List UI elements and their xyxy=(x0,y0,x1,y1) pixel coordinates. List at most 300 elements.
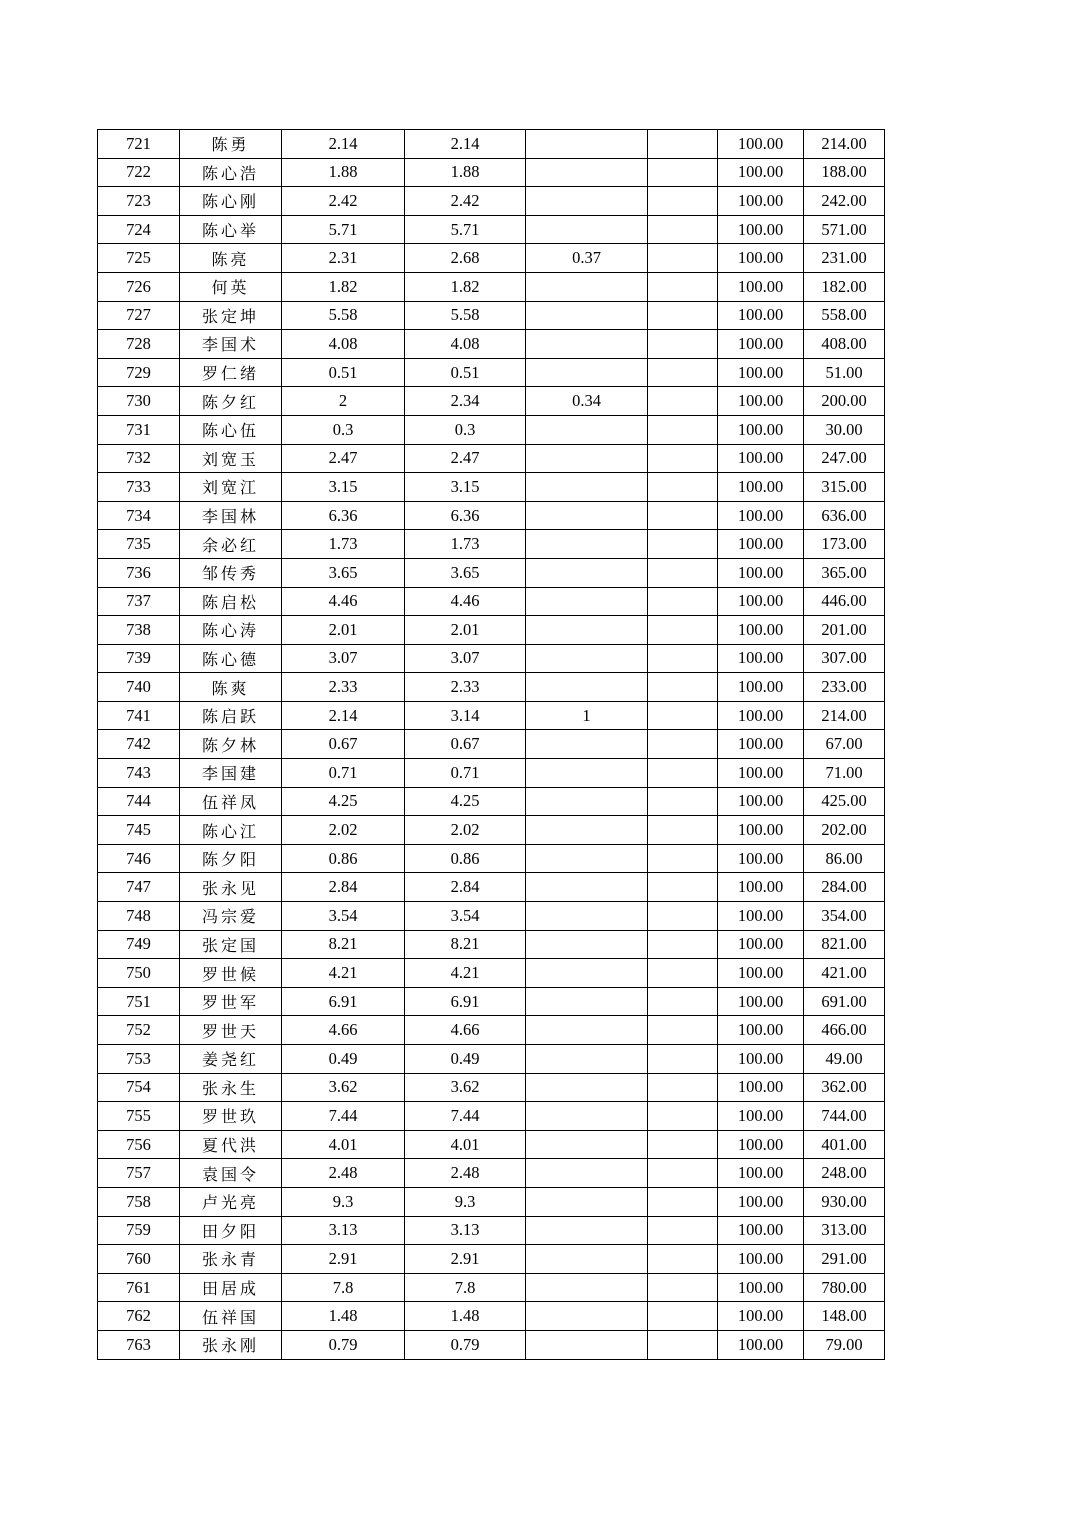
cell-area-b: 2.84 xyxy=(405,873,526,902)
cell-amount: 49.00 xyxy=(804,1045,885,1074)
cell-rate: 100.00 xyxy=(718,130,804,159)
cell-diff xyxy=(526,501,648,530)
table-row xyxy=(98,959,885,988)
cell-amount: 284.00 xyxy=(804,873,885,902)
cell-area-b: 0.86 xyxy=(405,844,526,873)
cell-no: 726 xyxy=(98,272,180,301)
cell-rate: 100.00 xyxy=(718,616,804,645)
cell-area-a: 4.21 xyxy=(282,959,405,988)
cell-rate: 100.00 xyxy=(718,902,804,931)
cell-area-a: 5.58 xyxy=(282,301,405,330)
cell-area-a: 2 xyxy=(282,387,405,416)
table-row xyxy=(98,558,885,587)
cell-blank xyxy=(648,1045,718,1074)
cell-no: 736 xyxy=(98,558,180,587)
cell-amount: 182.00 xyxy=(804,272,885,301)
cell-amount: 744.00 xyxy=(804,1102,885,1131)
cell-amount: 691.00 xyxy=(804,987,885,1016)
cell-name: 田夕阳 xyxy=(180,1216,282,1245)
cell-blank xyxy=(648,415,718,444)
cell-no: 743 xyxy=(98,759,180,788)
cell-diff xyxy=(526,415,648,444)
cell-diff: 0.34 xyxy=(526,387,648,416)
cell-amount: 401.00 xyxy=(804,1130,885,1159)
cell-no: 755 xyxy=(98,1102,180,1131)
cell-blank xyxy=(648,1302,718,1331)
cell-diff xyxy=(526,215,648,244)
cell-rate: 100.00 xyxy=(718,215,804,244)
cell-name: 李国林 xyxy=(180,501,282,530)
cell-rate: 100.00 xyxy=(718,1130,804,1159)
cell-diff xyxy=(526,587,648,616)
cell-rate: 100.00 xyxy=(718,1330,804,1359)
cell-rate: 100.00 xyxy=(718,644,804,673)
cell-no: 751 xyxy=(98,987,180,1016)
cell-area-a: 3.07 xyxy=(282,644,405,673)
cell-name: 陈心浩 xyxy=(180,158,282,187)
cell-diff xyxy=(526,1245,648,1274)
cell-area-b: 3.65 xyxy=(405,558,526,587)
cell-diff xyxy=(526,158,648,187)
cell-area-a: 1.73 xyxy=(282,530,405,559)
cell-blank xyxy=(648,987,718,1016)
cell-rate: 100.00 xyxy=(718,930,804,959)
table-row xyxy=(98,530,885,559)
cell-blank xyxy=(648,1073,718,1102)
cell-area-a: 3.62 xyxy=(282,1073,405,1102)
cell-area-a: 0.71 xyxy=(282,759,405,788)
cell-name: 陈勇 xyxy=(180,130,282,159)
cell-blank xyxy=(648,187,718,216)
cell-area-a: 4.46 xyxy=(282,587,405,616)
cell-no: 742 xyxy=(98,730,180,759)
cell-rate: 100.00 xyxy=(718,444,804,473)
cell-amount: 408.00 xyxy=(804,330,885,359)
cell-rate: 100.00 xyxy=(718,787,804,816)
cell-rate: 100.00 xyxy=(718,387,804,416)
cell-diff xyxy=(526,530,648,559)
cell-area-b: 2.48 xyxy=(405,1159,526,1188)
cell-rate: 100.00 xyxy=(718,1045,804,1074)
cell-area-b: 0.49 xyxy=(405,1045,526,1074)
cell-no: 738 xyxy=(98,616,180,645)
cell-diff xyxy=(526,272,648,301)
cell-name: 张永刚 xyxy=(180,1330,282,1359)
cell-area-b: 2.34 xyxy=(405,387,526,416)
cell-diff xyxy=(526,358,648,387)
cell-amount: 780.00 xyxy=(804,1273,885,1302)
cell-diff xyxy=(526,558,648,587)
table-row xyxy=(98,501,885,530)
cell-diff xyxy=(526,1073,648,1102)
cell-area-a: 2.02 xyxy=(282,816,405,845)
cell-name: 陈夕阳 xyxy=(180,844,282,873)
table-row xyxy=(98,187,885,216)
cell-name: 夏代洪 xyxy=(180,1130,282,1159)
cell-area-a: 7.8 xyxy=(282,1273,405,1302)
cell-no: 732 xyxy=(98,444,180,473)
cell-diff xyxy=(526,473,648,502)
cell-name: 陈心江 xyxy=(180,816,282,845)
cell-no: 752 xyxy=(98,1016,180,1045)
cell-area-b: 2.02 xyxy=(405,816,526,845)
cell-area-a: 0.49 xyxy=(282,1045,405,1074)
cell-name: 陈夕林 xyxy=(180,730,282,759)
table-row xyxy=(98,1245,885,1274)
cell-no: 723 xyxy=(98,187,180,216)
cell-name: 李国术 xyxy=(180,330,282,359)
cell-area-a: 4.01 xyxy=(282,1130,405,1159)
table-row xyxy=(98,444,885,473)
cell-amount: 425.00 xyxy=(804,787,885,816)
cell-area-a: 2.33 xyxy=(282,673,405,702)
cell-no: 761 xyxy=(98,1273,180,1302)
cell-rate: 100.00 xyxy=(718,301,804,330)
cell-diff xyxy=(526,644,648,673)
cell-rate: 100.00 xyxy=(718,158,804,187)
cell-area-b: 2.47 xyxy=(405,444,526,473)
table-row xyxy=(98,730,885,759)
cell-area-a: 0.3 xyxy=(282,415,405,444)
cell-no: 721 xyxy=(98,130,180,159)
cell-blank xyxy=(648,673,718,702)
cell-rate: 100.00 xyxy=(718,1273,804,1302)
cell-diff xyxy=(526,301,648,330)
cell-rate: 100.00 xyxy=(718,1016,804,1045)
cell-rate: 100.00 xyxy=(718,473,804,502)
cell-rate: 100.00 xyxy=(718,1245,804,1274)
cell-name: 罗世候 xyxy=(180,959,282,988)
cell-name: 罗世玖 xyxy=(180,1102,282,1131)
cell-diff xyxy=(526,930,648,959)
table-row xyxy=(98,1102,885,1131)
cell-area-a: 4.08 xyxy=(282,330,405,359)
table-row xyxy=(98,1273,885,1302)
table-row xyxy=(98,844,885,873)
cell-blank xyxy=(648,587,718,616)
cell-diff xyxy=(526,130,648,159)
cell-blank xyxy=(648,701,718,730)
cell-rate: 100.00 xyxy=(718,1073,804,1102)
cell-diff xyxy=(526,844,648,873)
cell-name: 卢光亮 xyxy=(180,1187,282,1216)
table-row xyxy=(98,616,885,645)
cell-amount: 821.00 xyxy=(804,930,885,959)
cell-amount: 233.00 xyxy=(804,673,885,702)
cell-diff xyxy=(526,1187,648,1216)
cell-amount: 446.00 xyxy=(804,587,885,616)
cell-rate: 100.00 xyxy=(718,1216,804,1245)
cell-area-a: 6.36 xyxy=(282,501,405,530)
cell-amount: 558.00 xyxy=(804,301,885,330)
cell-area-a: 6.91 xyxy=(282,987,405,1016)
cell-name: 罗世天 xyxy=(180,1016,282,1045)
cell-area-b: 1.88 xyxy=(405,158,526,187)
cell-no: 753 xyxy=(98,1045,180,1074)
cell-blank xyxy=(648,501,718,530)
cell-diff xyxy=(526,616,648,645)
cell-rate: 100.00 xyxy=(718,844,804,873)
table-row xyxy=(98,1187,885,1216)
table-row xyxy=(98,272,885,301)
cell-area-b: 2.33 xyxy=(405,673,526,702)
cell-blank xyxy=(648,1216,718,1245)
cell-area-b: 0.79 xyxy=(405,1330,526,1359)
cell-name: 陈心伍 xyxy=(180,415,282,444)
cell-diff xyxy=(526,1045,648,1074)
table-row xyxy=(98,902,885,931)
cell-area-b: 3.07 xyxy=(405,644,526,673)
table-row xyxy=(98,130,885,159)
cell-no: 758 xyxy=(98,1187,180,1216)
cell-name: 冯宗爱 xyxy=(180,902,282,931)
table-row xyxy=(98,644,885,673)
cell-name: 张定坤 xyxy=(180,301,282,330)
cell-amount: 307.00 xyxy=(804,644,885,673)
table-row xyxy=(98,787,885,816)
cell-area-b: 9.3 xyxy=(405,1187,526,1216)
cell-no: 757 xyxy=(98,1159,180,1188)
cell-area-b: 6.36 xyxy=(405,501,526,530)
cell-amount: 291.00 xyxy=(804,1245,885,1274)
table-body xyxy=(98,130,885,1360)
cell-blank xyxy=(648,787,718,816)
cell-area-a: 2.47 xyxy=(282,444,405,473)
cell-blank xyxy=(648,272,718,301)
cell-diff xyxy=(526,987,648,1016)
cell-no: 754 xyxy=(98,1073,180,1102)
cell-area-a: 2.42 xyxy=(282,187,405,216)
cell-no: 759 xyxy=(98,1216,180,1245)
cell-diff xyxy=(526,730,648,759)
cell-blank xyxy=(648,1330,718,1359)
cell-rate: 100.00 xyxy=(718,501,804,530)
table-row xyxy=(98,244,885,273)
cell-blank xyxy=(648,558,718,587)
cell-blank xyxy=(648,444,718,473)
cell-no: 741 xyxy=(98,701,180,730)
cell-no: 728 xyxy=(98,330,180,359)
cell-diff: 0.37 xyxy=(526,244,648,273)
data-table xyxy=(97,129,885,1360)
cell-name: 刘宽玉 xyxy=(180,444,282,473)
cell-area-a: 0.67 xyxy=(282,730,405,759)
table-row xyxy=(98,215,885,244)
cell-area-a: 7.44 xyxy=(282,1102,405,1131)
cell-no: 747 xyxy=(98,873,180,902)
cell-name: 伍祥国 xyxy=(180,1302,282,1331)
cell-diff xyxy=(526,759,648,788)
cell-blank xyxy=(648,530,718,559)
cell-name: 李国建 xyxy=(180,759,282,788)
cell-area-a: 1.82 xyxy=(282,272,405,301)
cell-area-b: 1.73 xyxy=(405,530,526,559)
cell-no: 729 xyxy=(98,358,180,387)
table-row xyxy=(98,1216,885,1245)
cell-name: 刘宽江 xyxy=(180,473,282,502)
cell-rate: 100.00 xyxy=(718,1302,804,1331)
cell-amount: 362.00 xyxy=(804,1073,885,1102)
cell-area-b: 4.25 xyxy=(405,787,526,816)
cell-blank xyxy=(648,1273,718,1302)
cell-amount: 79.00 xyxy=(804,1330,885,1359)
cell-amount: 202.00 xyxy=(804,816,885,845)
cell-rate: 100.00 xyxy=(718,701,804,730)
cell-diff xyxy=(526,444,648,473)
cell-area-a: 0.51 xyxy=(282,358,405,387)
cell-amount: 315.00 xyxy=(804,473,885,502)
cell-blank xyxy=(648,130,718,159)
cell-diff xyxy=(526,1102,648,1131)
cell-amount: 214.00 xyxy=(804,130,885,159)
cell-area-b: 1.82 xyxy=(405,272,526,301)
cell-no: 744 xyxy=(98,787,180,816)
cell-rate: 100.00 xyxy=(718,558,804,587)
cell-blank xyxy=(648,301,718,330)
table-row xyxy=(98,1016,885,1045)
cell-diff xyxy=(526,1330,648,1359)
cell-diff xyxy=(526,1130,648,1159)
cell-name: 袁国令 xyxy=(180,1159,282,1188)
cell-no: 745 xyxy=(98,816,180,845)
table-row xyxy=(98,1302,885,1331)
cell-blank xyxy=(648,387,718,416)
cell-blank xyxy=(648,730,718,759)
cell-name: 张永见 xyxy=(180,873,282,902)
cell-area-a: 4.66 xyxy=(282,1016,405,1045)
cell-area-a: 3.54 xyxy=(282,902,405,931)
cell-name: 陈启松 xyxy=(180,587,282,616)
cell-no: 722 xyxy=(98,158,180,187)
cell-area-a: 5.71 xyxy=(282,215,405,244)
table-row xyxy=(98,587,885,616)
cell-area-a: 8.21 xyxy=(282,930,405,959)
cell-area-b: 2.68 xyxy=(405,244,526,273)
cell-area-b: 0.51 xyxy=(405,358,526,387)
cell-area-a: 2.31 xyxy=(282,244,405,273)
cell-amount: 86.00 xyxy=(804,844,885,873)
cell-name: 田居成 xyxy=(180,1273,282,1302)
cell-blank xyxy=(648,959,718,988)
cell-name: 姜尧红 xyxy=(180,1045,282,1074)
cell-area-b: 7.8 xyxy=(405,1273,526,1302)
cell-blank xyxy=(648,1016,718,1045)
cell-no: 748 xyxy=(98,902,180,931)
cell-diff xyxy=(526,330,648,359)
cell-blank xyxy=(648,1159,718,1188)
cell-area-a: 9.3 xyxy=(282,1187,405,1216)
cell-area-b: 1.48 xyxy=(405,1302,526,1331)
cell-area-b: 4.01 xyxy=(405,1130,526,1159)
cell-blank xyxy=(648,930,718,959)
cell-amount: 466.00 xyxy=(804,1016,885,1045)
table-row xyxy=(98,473,885,502)
cell-area-b: 3.62 xyxy=(405,1073,526,1102)
cell-name: 张定国 xyxy=(180,930,282,959)
cell-rate: 100.00 xyxy=(718,272,804,301)
cell-area-b: 3.15 xyxy=(405,473,526,502)
cell-diff xyxy=(526,1302,648,1331)
cell-name: 陈爽 xyxy=(180,673,282,702)
cell-amount: 67.00 xyxy=(804,730,885,759)
cell-area-b: 4.66 xyxy=(405,1016,526,1045)
cell-area-a: 0.86 xyxy=(282,844,405,873)
cell-name: 何英 xyxy=(180,272,282,301)
table-row xyxy=(98,1330,885,1359)
cell-area-a: 3.13 xyxy=(282,1216,405,1245)
cell-amount: 247.00 xyxy=(804,444,885,473)
cell-no: 762 xyxy=(98,1302,180,1331)
cell-rate: 100.00 xyxy=(718,244,804,273)
cell-rate: 100.00 xyxy=(718,415,804,444)
cell-area-b: 3.54 xyxy=(405,902,526,931)
cell-area-b: 3.14 xyxy=(405,701,526,730)
cell-area-a: 2.84 xyxy=(282,873,405,902)
cell-amount: 148.00 xyxy=(804,1302,885,1331)
cell-diff xyxy=(526,787,648,816)
cell-diff: 1 xyxy=(526,701,648,730)
cell-name: 张永生 xyxy=(180,1073,282,1102)
cell-area-a: 1.48 xyxy=(282,1302,405,1331)
table-row xyxy=(98,330,885,359)
cell-diff xyxy=(526,1273,648,1302)
cell-no: 737 xyxy=(98,587,180,616)
cell-name: 陈亮 xyxy=(180,244,282,273)
cell-blank xyxy=(648,473,718,502)
cell-amount: 354.00 xyxy=(804,902,885,931)
cell-no: 734 xyxy=(98,501,180,530)
cell-amount: 571.00 xyxy=(804,215,885,244)
cell-area-a: 2.01 xyxy=(282,616,405,645)
cell-no: 727 xyxy=(98,301,180,330)
cell-blank xyxy=(648,644,718,673)
cell-area-b: 2.01 xyxy=(405,616,526,645)
cell-rate: 100.00 xyxy=(718,187,804,216)
cell-blank xyxy=(648,215,718,244)
cell-name: 陈夕红 xyxy=(180,387,282,416)
cell-no: 725 xyxy=(98,244,180,273)
cell-name: 罗仁绪 xyxy=(180,358,282,387)
cell-name: 陈心举 xyxy=(180,215,282,244)
cell-no: 763 xyxy=(98,1330,180,1359)
cell-rate: 100.00 xyxy=(718,816,804,845)
cell-no: 724 xyxy=(98,215,180,244)
cell-rate: 100.00 xyxy=(718,1187,804,1216)
table-row xyxy=(98,873,885,902)
cell-name: 陈启跃 xyxy=(180,701,282,730)
cell-name: 陈心德 xyxy=(180,644,282,673)
cell-area-a: 3.15 xyxy=(282,473,405,502)
cell-blank xyxy=(648,759,718,788)
cell-blank xyxy=(648,1130,718,1159)
table-row xyxy=(98,387,885,416)
cell-no: 746 xyxy=(98,844,180,873)
cell-diff xyxy=(526,187,648,216)
cell-no: 735 xyxy=(98,530,180,559)
table-row xyxy=(98,358,885,387)
cell-rate: 100.00 xyxy=(718,673,804,702)
cell-rate: 100.00 xyxy=(718,759,804,788)
cell-blank xyxy=(648,1187,718,1216)
cell-blank xyxy=(648,902,718,931)
cell-area-a: 2.48 xyxy=(282,1159,405,1188)
cell-diff xyxy=(526,1159,648,1188)
table-row xyxy=(98,301,885,330)
cell-name: 伍祥凤 xyxy=(180,787,282,816)
cell-rate: 100.00 xyxy=(718,330,804,359)
cell-rate: 100.00 xyxy=(718,987,804,1016)
table-row xyxy=(98,701,885,730)
